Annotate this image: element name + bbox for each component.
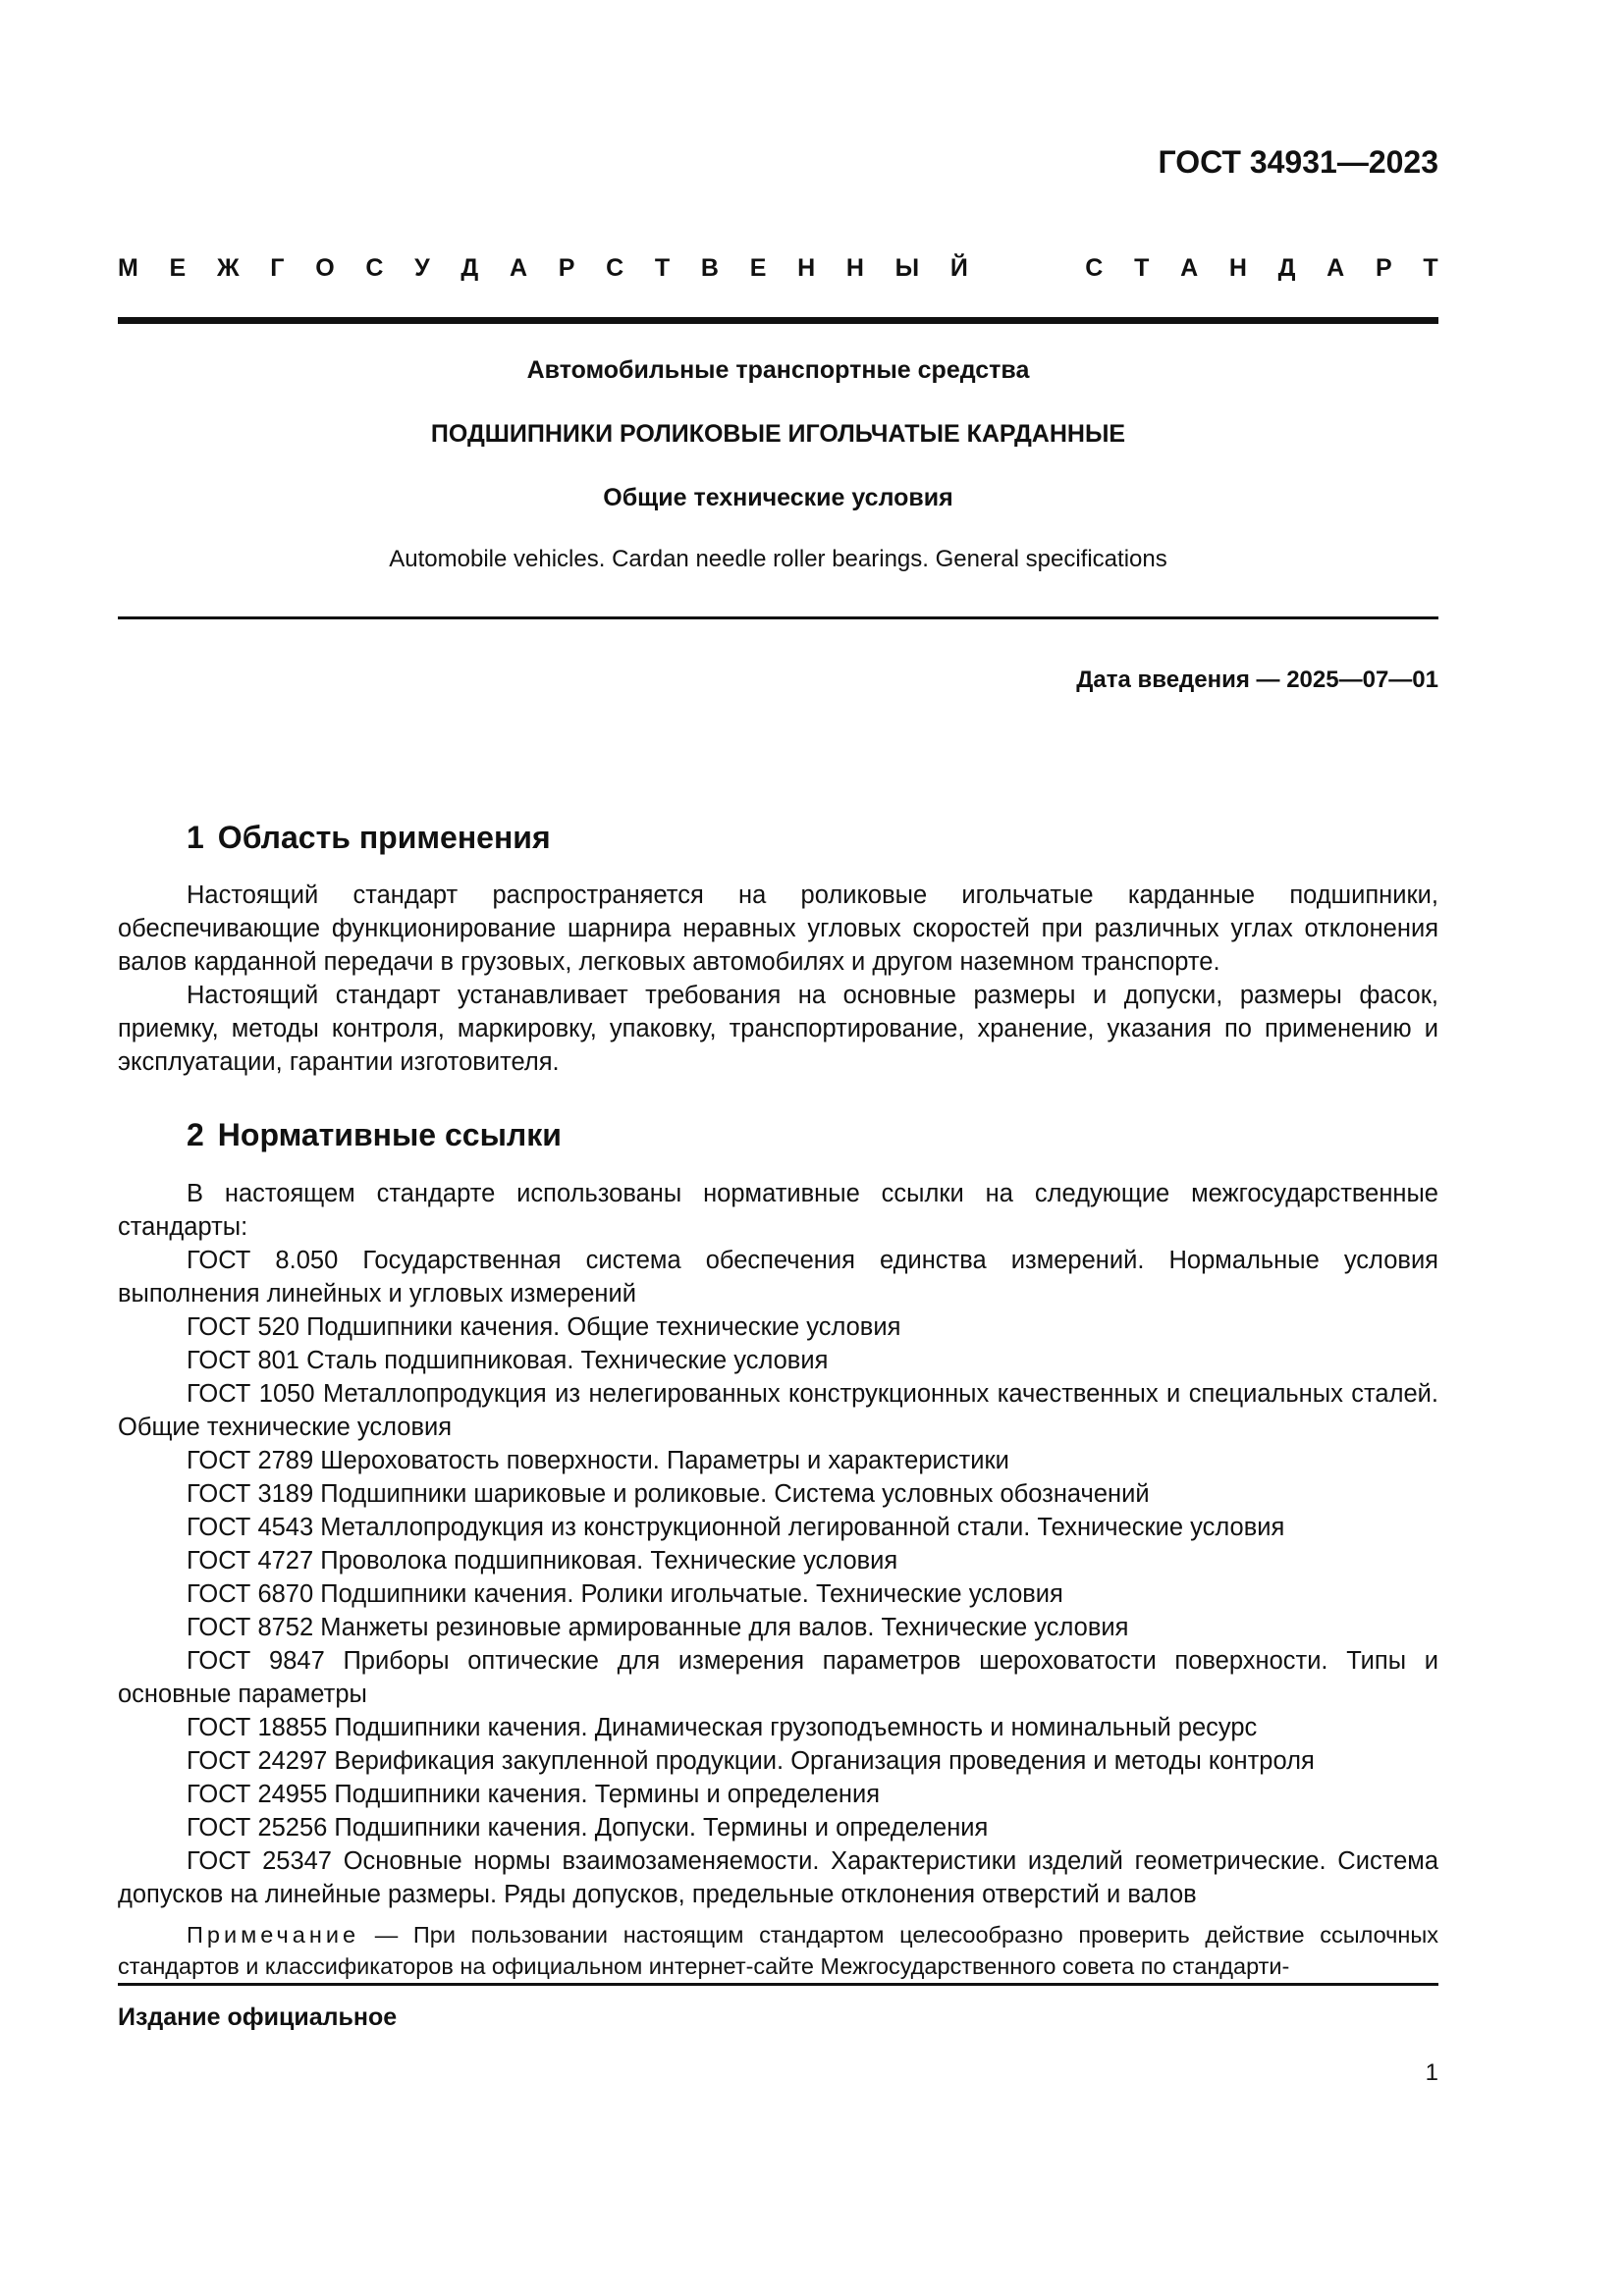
banner-letter: Н bbox=[1228, 254, 1247, 282]
banner-word-gap bbox=[1000, 254, 1055, 283]
reference-item: ГОСТ 1050 Металлопродукция из нелегированных конструкционных качественных и специальных сталей. Общие технические условия bbox=[118, 1380, 1438, 1441]
banner-letter: Д bbox=[1277, 254, 1296, 282]
banner-letter: Н bbox=[797, 254, 816, 282]
section-title: Область применения bbox=[217, 820, 551, 855]
note bbox=[118, 1919, 1438, 1982]
note-text: — При пользовании настоящим стандартом целесообразно проверить действие ссылочных стандартов и классификаторов на официальном интернет-сайте Межгосударственного совета по стандарти- bbox=[118, 1922, 1438, 1979]
header-divider bbox=[118, 317, 1438, 324]
reference-item: ГОСТ 18855 Подшипники качения. Динамическая грузоподъемность и номинальный ресурс bbox=[187, 1714, 1258, 1741]
reference-list bbox=[118, 1244, 1438, 1911]
banner-letter: А bbox=[1326, 254, 1345, 282]
banner-letter: А bbox=[1180, 254, 1199, 282]
banner-letter: Ж bbox=[216, 254, 240, 282]
reference-item: ГОСТ 24955 Подшипники качения. Термины и определения bbox=[187, 1781, 881, 1808]
english-title: Automobile vehicles. Cardan needle roller bearings. General specifications bbox=[389, 546, 1167, 572]
reference-item: ГОСТ 24297 Верификация закупленной продукции. Организация проведения и методы контроля bbox=[187, 1747, 1315, 1775]
reference-item: ГОСТ 8752 Манжеты резиновые армированные для валов. Технические условия bbox=[187, 1614, 1129, 1641]
document-category: Автомобильные транспортные средства bbox=[526, 356, 1030, 384]
banner-letter: А bbox=[509, 254, 528, 282]
section-number: 2 bbox=[187, 1117, 204, 1152]
banner-letter: У bbox=[414, 254, 430, 282]
banner-letter: Н bbox=[845, 254, 864, 282]
reference-item: ГОСТ 8.050 Государственная система обеспечения единства измерений. Нормальные условия выполнения линейных и угловых измерений bbox=[118, 1247, 1438, 1308]
section-1-body bbox=[118, 879, 1438, 1079]
section-2-heading bbox=[187, 1117, 562, 1153]
banner-letter: М bbox=[118, 254, 138, 282]
paragraph: Настоящий стандарт распространяется на роликовые игольчатые карданные подшипники, обеспечивающие функционирование шарнира неравных угловых скоростей при различных углах отклонения валов карданной передачи в грузовых, легковых автомобилях и другом наземном транспорте. bbox=[118, 881, 1438, 976]
banner-letter: Г bbox=[270, 254, 285, 282]
banner-letter: Ы bbox=[894, 254, 920, 282]
reference-item: ГОСТ 4543 Металлопродукция из конструкционной легированной стали. Технические условия bbox=[187, 1514, 1285, 1541]
banner-letter: Е bbox=[169, 254, 187, 282]
footer-divider bbox=[118, 1983, 1438, 1986]
interstate-standard-banner bbox=[118, 254, 1438, 283]
banner-letter: Р bbox=[1375, 254, 1392, 282]
reference-item: ГОСТ 3189 Подшипники шариковые и роликовые. Система условных обозначений bbox=[187, 1480, 1150, 1508]
document-number: ГОСТ 34931—2023 bbox=[1158, 144, 1438, 180]
title-divider bbox=[118, 616, 1438, 619]
paragraph: В настоящем стандарте использованы нормативные ссылки на следующие межгосударственные стандарты: bbox=[118, 1180, 1438, 1241]
document-subtitle: Общие технические условия bbox=[603, 484, 953, 511]
section-title: Нормативные ссылки bbox=[217, 1117, 562, 1152]
reference-item: ГОСТ 9847 Приборы оптические для измерения параметров шероховатости поверхности. Типы и основные параметры bbox=[118, 1647, 1438, 1708]
section-2-body bbox=[118, 1177, 1438, 1911]
note-label: Примечание bbox=[187, 1922, 360, 1948]
page-number: 1 bbox=[1425, 2059, 1438, 2086]
paragraph: Настоящий стандарт устанавливает требования на основные размеры и допуски, размеры фасок, приемку, методы контроля, маркировку, упаковку, транспортирование, хранение, указания по применению и эксплуатации, гарантии изготовителя. bbox=[118, 982, 1438, 1076]
banner-letter: Д bbox=[460, 254, 479, 282]
official-edition-label: Издание официальное bbox=[118, 2003, 398, 2031]
banner-letter: В bbox=[700, 254, 719, 282]
banner-letter: С bbox=[1085, 254, 1104, 282]
banner-letter: Й bbox=[949, 254, 968, 282]
reference-item: ГОСТ 25256 Подшипники качения. Допуски. Термины и определения bbox=[187, 1814, 989, 1842]
reference-item: ГОСТ 6870 Подшипники качения. Ролики игольчатые. Технические условия bbox=[187, 1580, 1063, 1608]
banner-letter: О bbox=[315, 254, 335, 282]
reference-item: ГОСТ 520 Подшипники качения. Общие технические условия bbox=[187, 1313, 901, 1341]
banner-letter: С bbox=[365, 254, 384, 282]
banner-letter: С bbox=[606, 254, 624, 282]
section-number: 1 bbox=[187, 820, 204, 855]
banner-letter: Р bbox=[558, 254, 575, 282]
banner-letter: Т bbox=[1134, 254, 1150, 282]
effective-date: Дата введения — 2025—07—01 bbox=[1076, 667, 1438, 693]
banner-letter: Т bbox=[654, 254, 671, 282]
document-title: ПОДШИПНИКИ РОЛИКОВЫЕ ИГОЛЬЧАТЫЕ КАРДАННЫЕ bbox=[430, 420, 1126, 448]
banner-letter: Е bbox=[749, 254, 767, 282]
reference-item: ГОСТ 25347 Основные нормы взаимозаменяемости. Характеристики изделий геометрические. Система допусков на линейные размеры. Ряды допусков, предельные отклонения отверстий и валов bbox=[118, 1847, 1438, 1908]
reference-item: ГОСТ 801 Сталь подшипниковая. Технические условия bbox=[187, 1347, 829, 1374]
reference-item: ГОСТ 4727 Проволока подшипниковая. Технические условия bbox=[187, 1547, 898, 1575]
section-1-heading bbox=[187, 820, 551, 856]
banner-letter: Т bbox=[1423, 254, 1438, 282]
reference-item: ГОСТ 2789 Шероховатость поверхности. Параметры и характеристики bbox=[187, 1447, 1009, 1474]
